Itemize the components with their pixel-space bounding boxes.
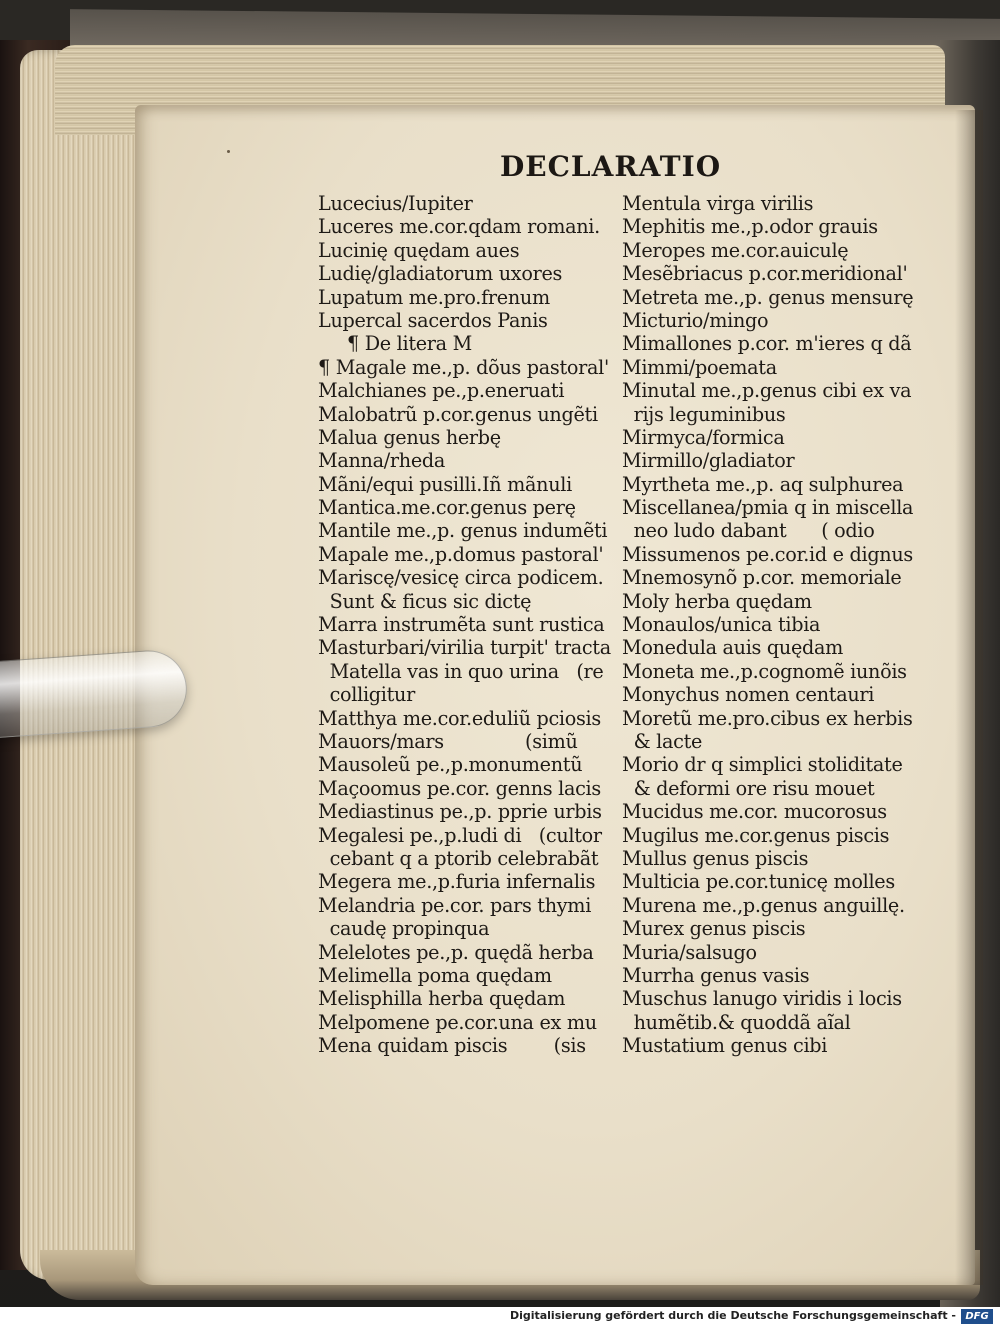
dictionary-entry: & deformi ore risu mouet (622, 776, 875, 800)
dictionary-entry: Mirmillo/gladiator (622, 449, 795, 473)
dictionary-entry: Mustatium genus cibi (622, 1034, 828, 1058)
dictionary-entry: Multicia pe.cor.tunicę molles (622, 870, 895, 894)
dictionary-entry: Mantile me.,p. genus indumẽti (318, 519, 608, 543)
dictionary-entry: Mesẽbriacus p.cor.meridional' (622, 262, 908, 286)
dictionary-entry: Mimallones p.cor. m'ieres q dã (622, 332, 912, 356)
dictionary-entry: neo ludo dabant ( odio (622, 519, 875, 543)
dictionary-entry: Manna/rheda (318, 449, 446, 473)
dictionary-entry: rijs leguminibus (622, 402, 786, 426)
dictionary-entry: Megalesi pe.,p.ludi di (cultor (318, 823, 602, 847)
footer-credit: Digitalisierung gefördert durch die Deutsche Forschungsgemeinschaft - (509, 1309, 956, 1322)
dictionary-entry: Mãni/equi pusilli.Iñ mãnuli (318, 472, 572, 496)
dictionary-entry: Mediastinus pe.,p. pprie urbis (318, 800, 602, 824)
dictionary-entry: Melisphilla herba quędam (318, 987, 566, 1011)
dictionary-entry: Malua genus herbę (318, 425, 501, 449)
dictionary-entry: Mugilus me.cor.genus piscis (622, 823, 890, 847)
dictionary-entry: Melandria pe.cor. pars thymi (318, 893, 592, 917)
dictionary-entry: Muria/salsugo (622, 940, 757, 964)
dictionary-entry: Lupercal sacerdos Panis (318, 308, 548, 332)
dictionary-entry: Moly herba quędam (622, 589, 812, 613)
dictionary-entry: Monedula auis quędam (622, 636, 844, 660)
dictionary-entry: Mariscę/vesicę circa podicem. (318, 566, 604, 590)
dictionary-entry: Marra instrumẽta sunt rustica (318, 613, 605, 637)
dfg-logo: DFG (961, 1309, 993, 1324)
dictionary-entry: Lupatum me.pro.frenum (318, 285, 550, 309)
dictionary-entry: Mirmyca/formica (622, 425, 785, 449)
dictionary-entry: Lucinię quędam aues (318, 238, 520, 262)
dictionary-entry: Missumenos pe.cor.id e dignus (622, 542, 913, 566)
dictionary-entry: Monychus nomen centauri (622, 683, 875, 707)
dictionary-entry: Melimella poma quędam (318, 963, 552, 987)
dictionary-entry: Mauors/mars (simũ (318, 729, 578, 753)
dictionary-entry: humẽtib.& quoddã aĩal (622, 1010, 851, 1034)
dictionary-entry: Matthya me.cor.eduliũ pciosis (318, 706, 601, 730)
right-column (622, 192, 922, 1057)
dictionary-entry: Malobatrũ p.cor.genus ungẽti (318, 402, 598, 426)
dictionary-entry: Mentula virga virilis (622, 192, 814, 215)
dictionary-entry: Mnemosynõ p.cor. memoriale (622, 566, 902, 590)
dictionary-entry: Mimmi/poemata (622, 355, 777, 379)
dictionary-entry: Luceres me.cor.qdam romani. (318, 215, 600, 239)
page-header: DECLARATIO (500, 150, 722, 183)
dictionary-entry: Mapale me.,p.domus pastoral' (318, 542, 604, 566)
dictionary-entry: Meropes me.cor.auiculę (622, 238, 849, 262)
dictionary-entry: Myrtheta me.,p. aq sulphurea (622, 472, 904, 496)
dictionary-entry: cebant q a ptorib celebrabãt (318, 846, 599, 870)
dictionary-entry: Melelotes pe.,p. quędã herba (318, 940, 594, 964)
dictionary-entry: Mena quidam piscis (sis (318, 1034, 586, 1058)
dictionary-entry: Mausoleũ pe.,p.monumentũ (318, 753, 583, 777)
dictionary-entry: Moretũ me.pro.cibus ex herbis (622, 706, 913, 730)
dictionary-entry: Melpomene pe.cor.una ex mu (318, 1010, 597, 1034)
dictionary-entry: Malchianes pe.,p.eneruati (318, 379, 565, 403)
dictionary-entry: ¶ Magale me.,p. dõus pastoral' (318, 355, 609, 379)
dictionary-entry: Mucidus me.cor. mucorosus (622, 800, 887, 824)
dictionary-entry: ¶ De litera M (318, 332, 472, 356)
dictionary-entry: Matella vas in quo urina (re (318, 659, 604, 683)
dictionary-entry: Murena me.,p.genus anguillę. (622, 893, 905, 917)
dictionary-entry: Moneta me.,p.cognomẽ iunõis (622, 659, 907, 683)
dictionary-entry: Maçoomus pe.cor. genns lacis (318, 776, 601, 800)
dictionary-entry: Micturio/mingo (622, 308, 769, 332)
dictionary-entry: Metreta me.,p. genus mensurę (622, 285, 914, 309)
page-gutter-shadow (955, 110, 983, 1285)
dictionary-entry: Monaulos/unica tibia (622, 613, 821, 637)
dictionary-entry: caudę propinqua (318, 917, 490, 941)
dictionary-entry: Mantica.me.cor.genus perę (318, 496, 576, 520)
left-column (318, 192, 628, 1057)
dictionary-entry: Mephitis me.,p.odor grauis (622, 215, 878, 239)
dictionary-entry: Megera me.,p.furia infernalis (318, 870, 596, 894)
dictionary-entry: Morio dr q simplici stoliditate (622, 753, 903, 777)
dictionary-entry: Muschus lanugo viridis i locis (622, 987, 902, 1011)
dictionary-entry: colligitur (318, 683, 415, 707)
dictionary-entry: Miscellanea/pmia q in miscella (622, 496, 914, 520)
dictionary-entry: Masturbari/virilia turpit' tracta (318, 636, 611, 660)
dictionary-entry: Ludię/gladiatorum uxores (318, 262, 563, 286)
dictionary-entry: Minutal me.,p.genus cibi ex va (622, 379, 912, 403)
dictionary-entry: Mullus genus piscis (622, 846, 809, 870)
dictionary-entry: & lacte (622, 729, 703, 753)
ink-speck (227, 150, 230, 153)
dictionary-entry: Murrha genus vasis (622, 963, 810, 987)
dictionary-entry: Lucecius/Iupiter (318, 192, 473, 215)
dictionary-entry: Sunt & ficus sic dictę (318, 589, 532, 613)
dictionary-entry: Murex genus piscis (622, 917, 806, 941)
